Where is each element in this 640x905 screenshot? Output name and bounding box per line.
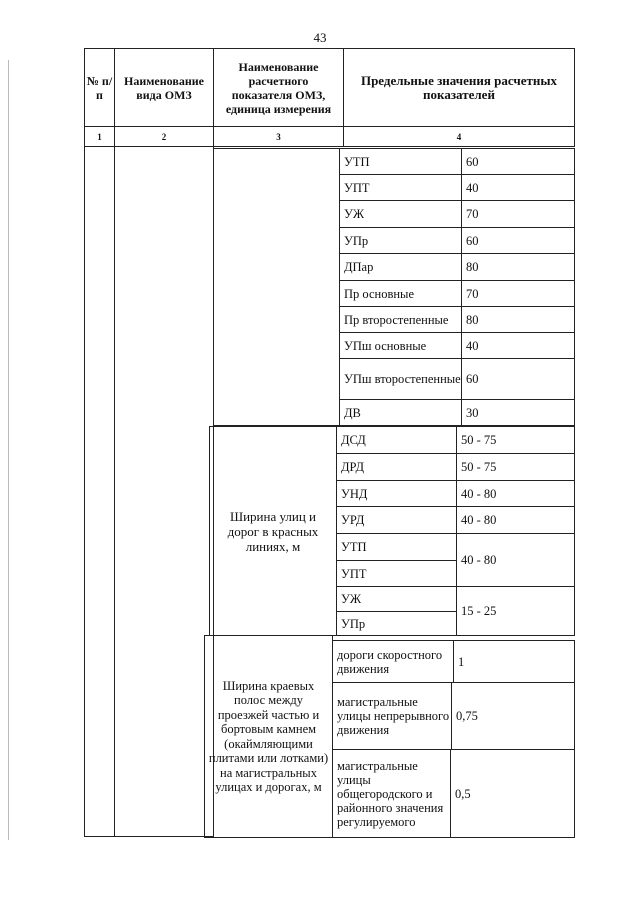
s2-label: УПТ <box>336 560 457 587</box>
s1-value: 80 <box>461 306 575 333</box>
s1-value: 60 <box>461 148 575 175</box>
s1-label: Пр основные <box>339 280 462 307</box>
s1-label: УПш второстепенные <box>339 358 462 400</box>
s1-label: ДПар <box>339 253 462 281</box>
s1-label: ДВ <box>339 399 462 426</box>
s3-label: дороги скоростного движения <box>332 640 454 683</box>
s2-label: УРД <box>336 506 457 534</box>
s1-label: УТП <box>339 148 462 175</box>
s3-label: магистральные улицы непрерывного движения <box>332 682 452 750</box>
s1-value: 30 <box>461 399 575 426</box>
section2-indicator-text: Ширина улиц и дорог в красных линиях, м <box>227 508 319 554</box>
header-type <box>114 48 214 127</box>
s2-label: УТП <box>336 533 457 561</box>
s3-label: магистральные улицы общегородского и районного значения регулируемого <box>332 749 451 838</box>
header-limits <box>343 48 575 127</box>
s1-value: 40 <box>461 174 575 201</box>
section2-indicator <box>209 426 337 636</box>
s1-label: УЖ <box>339 200 462 228</box>
colnum-4: 4 <box>343 126 575 147</box>
s3-value: 0,5 <box>450 749 575 838</box>
s1-label: Пр второстепенные <box>339 306 462 333</box>
s2-value: 40 - 80 <box>456 480 575 507</box>
s2-value-merged: 40 - 80 <box>456 533 575 587</box>
colnum-1: 1 <box>84 126 115 147</box>
s1-value: 40 <box>461 332 575 359</box>
number-column <box>84 146 115 837</box>
s1-value: 70 <box>461 280 575 307</box>
header-indicator <box>213 48 344 127</box>
colnum-3: 3 <box>213 126 344 147</box>
s1-label: УПр <box>339 227 462 254</box>
s2-label: УНД <box>336 480 457 507</box>
s1-label: УПш основные <box>339 332 462 359</box>
s3-value: 1 <box>453 640 575 683</box>
s2-label: УПр <box>336 611 457 636</box>
s1-label: УПТ <box>339 174 462 201</box>
header-type-label: Наименование вида ОМЗ <box>124 73 204 102</box>
s2-value: 50 - 75 <box>456 426 575 454</box>
header-number-label: № п/п <box>86 73 113 102</box>
section1-indicator-cell <box>213 148 340 426</box>
type-column <box>114 146 214 837</box>
s2-value: 40 - 80 <box>456 506 575 534</box>
colnum-2: 2 <box>114 126 214 147</box>
section3-indicator-text: Ширина краевых полос между проезжей частью и бортовым камнем (окаймляющими плитами или лотками) на магистральных улицах и дорогах, м <box>208 678 329 794</box>
header-limits-label: Предельные значения расчетных показателей <box>360 72 558 102</box>
s1-value: 70 <box>461 200 575 228</box>
s1-value: 80 <box>461 253 575 281</box>
s2-label: УЖ <box>336 586 457 612</box>
section3-indicator <box>204 635 333 838</box>
s2-label: ДРД <box>336 453 457 481</box>
scan-edge-mark <box>8 60 9 840</box>
header-indicator-label: Наименование расчетного показателя ОМЗ, единица измерения <box>225 59 332 116</box>
header-number <box>84 48 115 127</box>
s1-value: 60 <box>461 227 575 254</box>
s2-label: ДСД <box>336 426 457 454</box>
s2-value: 50 - 75 <box>456 453 575 481</box>
page-number: 43 <box>313 30 327 45</box>
s1-value: 60 <box>461 358 575 400</box>
s3-value: 0,75 <box>451 682 575 750</box>
s2-value-merged: 15 - 25 <box>456 586 575 636</box>
